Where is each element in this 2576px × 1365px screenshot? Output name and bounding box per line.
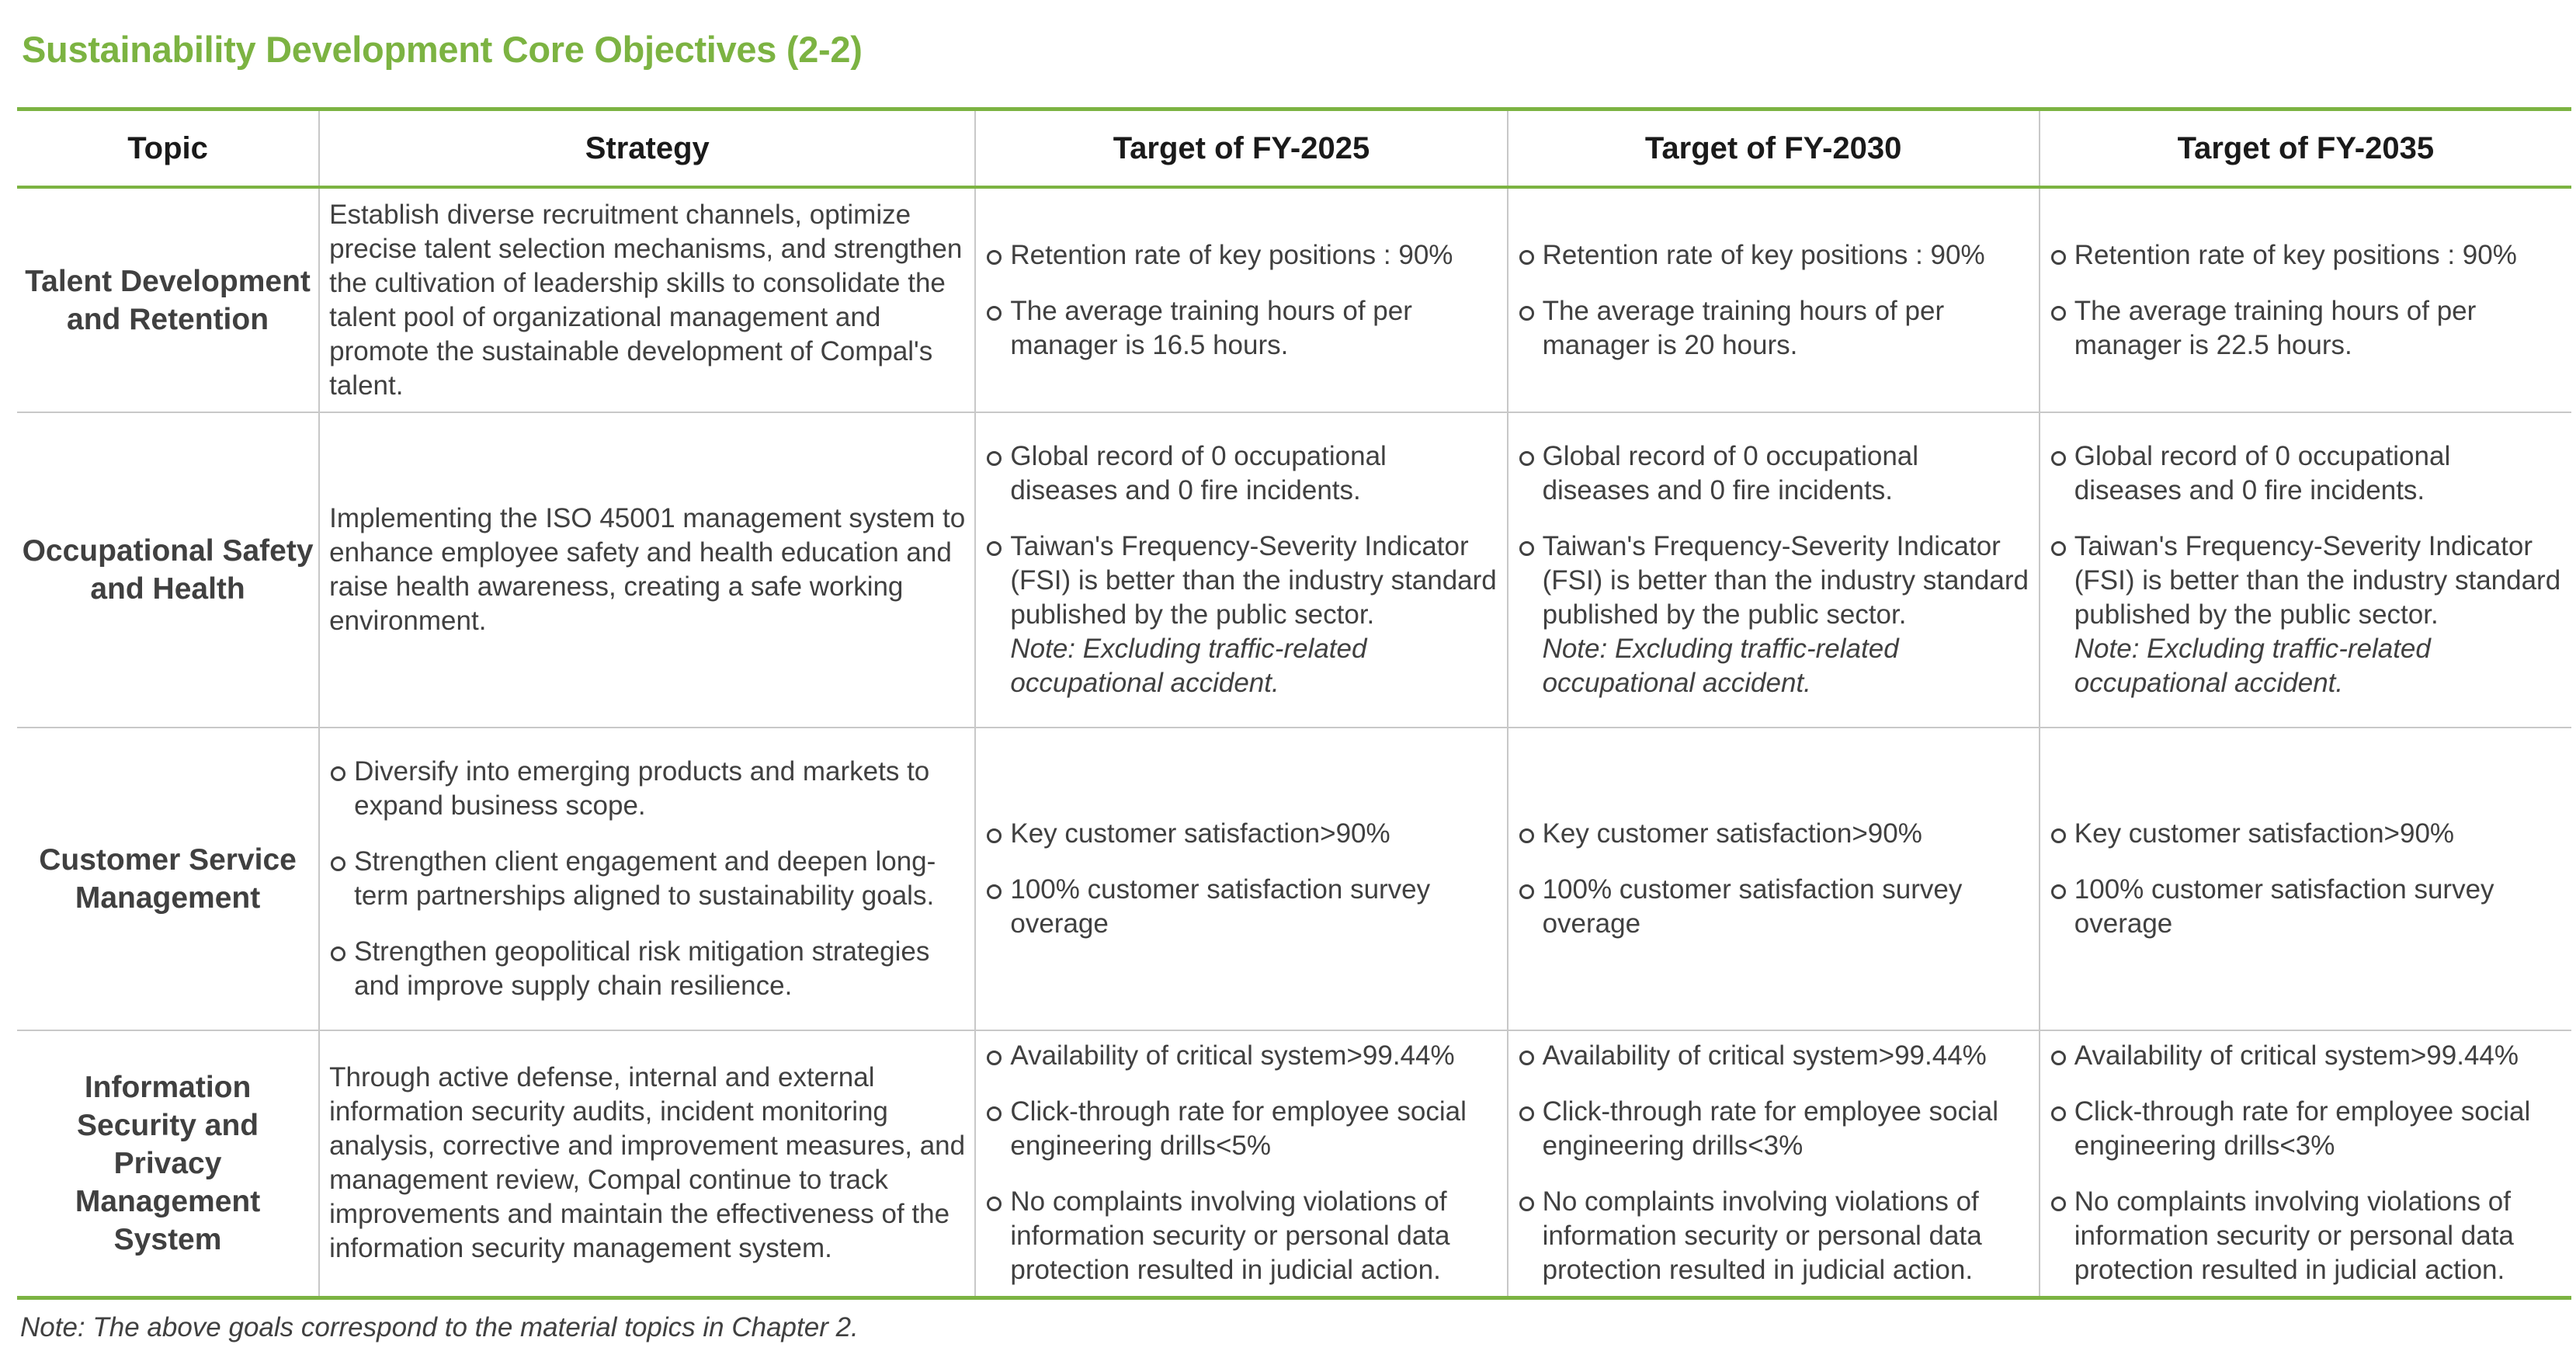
list-item (1518, 530, 2029, 700)
list-item: Click-through rate for employee social engineering drills<3% (1518, 1095, 2029, 1163)
list-item: Global record of 0 occupational diseases and 0 fire incidents. (985, 439, 1497, 508)
target-fy2025-cell (975, 1030, 1507, 1297)
list-item: Availability of critical system>99.44% (2050, 1039, 2562, 1073)
topic-cell: Customer Service Management (17, 728, 319, 1030)
target-fy2025-cell (975, 728, 1507, 1030)
objectives-table (17, 107, 2571, 1300)
objectives-table-wrapper (17, 107, 2571, 1300)
header-topic: Topic (17, 109, 319, 188)
list-item-text: Taiwan's Frequency-Severity Indicator (FSI) is better than the industry standard published by the public sector. (2074, 531, 2561, 630)
target-fy2035-cell (2040, 728, 2571, 1030)
list-item: The average training hours of per manager is 20 hours. (1518, 294, 2029, 363)
strategy-cell: Implementing the ISO 45001 management system to enhance employee safety and health education and raise health awareness, creating a safe working environment. (319, 412, 975, 728)
topic-cell: Occupational Safety and Health (17, 412, 319, 728)
list-item: The average training hours of per manager is 16.5 hours. (985, 294, 1497, 363)
table-row (17, 187, 2571, 412)
list-item: 100% customer satisfaction survey overage (1518, 873, 2029, 941)
list-item: 100% customer satisfaction survey overage (985, 873, 1497, 941)
target-fy2035-cell (2040, 1030, 2571, 1297)
list-item: Retention rate of key positions : 90% (2050, 238, 2562, 273)
list-item: No complaints involving violations of information security or personal data protection resulted in judicial action. (985, 1185, 1497, 1287)
target-fy2035-cell (2040, 412, 2571, 728)
list-item: Key customer satisfaction>90% (2050, 817, 2562, 851)
header-fy2025: Target of FY-2025 (975, 109, 1507, 188)
target-fy2025-cell (975, 187, 1507, 412)
target-fy2035-cell (2040, 187, 2571, 412)
list-item (985, 530, 1497, 700)
list-item: Key customer satisfaction>90% (1518, 817, 2029, 851)
target-fy2030-cell (1508, 412, 2040, 728)
list-item: Availability of critical system>99.44% (1518, 1039, 2029, 1073)
table-row (17, 412, 2571, 728)
list-item: Click-through rate for employee social engineering drills<5% (985, 1095, 1497, 1163)
list-item: Strengthen geopolitical risk mitigation strategies and improve supply chain resilience. (329, 935, 965, 1003)
list-item: No complaints involving violations of information security or personal data protection resulted in judicial action. (2050, 1185, 2562, 1287)
topic-cell: Information Security and Privacy Management System (17, 1030, 319, 1297)
list-item: Availability of critical system>99.44% (985, 1039, 1497, 1073)
header-strategy: Strategy (319, 109, 975, 188)
target-fy2030-cell (1508, 1030, 2040, 1297)
list-item: Retention rate of key positions : 90% (985, 238, 1497, 273)
target-fy2025-cell (975, 412, 1507, 728)
note-text: Note: Excluding traffic-related occupational accident. (1010, 634, 1367, 698)
page-title: Sustainability Development Core Objectives (2-2) (22, 29, 863, 70)
list-item: Global record of 0 occupational diseases and 0 fire incidents. (1518, 439, 2029, 508)
list-item: 100% customer satisfaction survey overage (2050, 873, 2562, 941)
list-item: Click-through rate for employee social engineering drills<3% (2050, 1095, 2562, 1163)
table-row (17, 728, 2571, 1030)
list-item-text: Taiwan's Frequency-Severity Indicator (FSI) is better than the industry standard published by the public sector. (1010, 531, 1497, 630)
topic-cell: Talent Development and Retention (25, 264, 311, 336)
list-item: Global record of 0 occupational diseases and 0 fire incidents. (2050, 439, 2562, 508)
header-fy2035: Target of FY-2035 (2040, 109, 2571, 188)
target-fy2030-cell (1508, 187, 2040, 412)
strategy-cell: Establish diverse recruitment channels, optimize precise talent selection mechanisms, and strengthen the cultivation of leadership skills to consolidate the talent pool of organizational management and promote the sustainable development of Compal's talent. (319, 187, 975, 412)
header-fy2030: Target of FY-2030 (1508, 109, 2040, 188)
note-text: Note: Excluding traffic-related occupational accident. (1542, 634, 1899, 698)
list-item: Key customer satisfaction>90% (985, 817, 1497, 851)
table-row (17, 1030, 2571, 1297)
list-item: The average training hours of per manager is 22.5 hours. (2050, 294, 2562, 363)
footnote: Note: The above goals correspond to the material topics in Chapter 2. (20, 1312, 859, 1342)
list-item-text: Taiwan's Frequency-Severity Indicator (FSI) is better than the industry standard published by the public sector. (1542, 531, 2029, 630)
note-text: Note: Excluding traffic-related occupational accident. (2074, 634, 2431, 698)
list-item: Retention rate of key positions : 90% (1518, 238, 2029, 273)
strategy-cell (319, 728, 975, 1030)
list-item (2050, 530, 2562, 700)
list-item: Diversify into emerging products and markets to expand business scope. (329, 755, 965, 823)
list-item: Strengthen client engagement and deepen long-term partnerships aligned to sustainability goals. (329, 845, 965, 913)
target-fy2030-cell (1508, 728, 2040, 1030)
table-header-row (17, 109, 2571, 188)
list-item: No complaints involving violations of information security or personal data protection resulted in judicial action. (1518, 1185, 2029, 1287)
strategy-cell: Through active defense, internal and external information security audits, incident monitoring analysis, corrective and improvement measures, and management review, Compal continue to track improvements and maintain the effectiveness of the information security management system. (319, 1030, 975, 1297)
